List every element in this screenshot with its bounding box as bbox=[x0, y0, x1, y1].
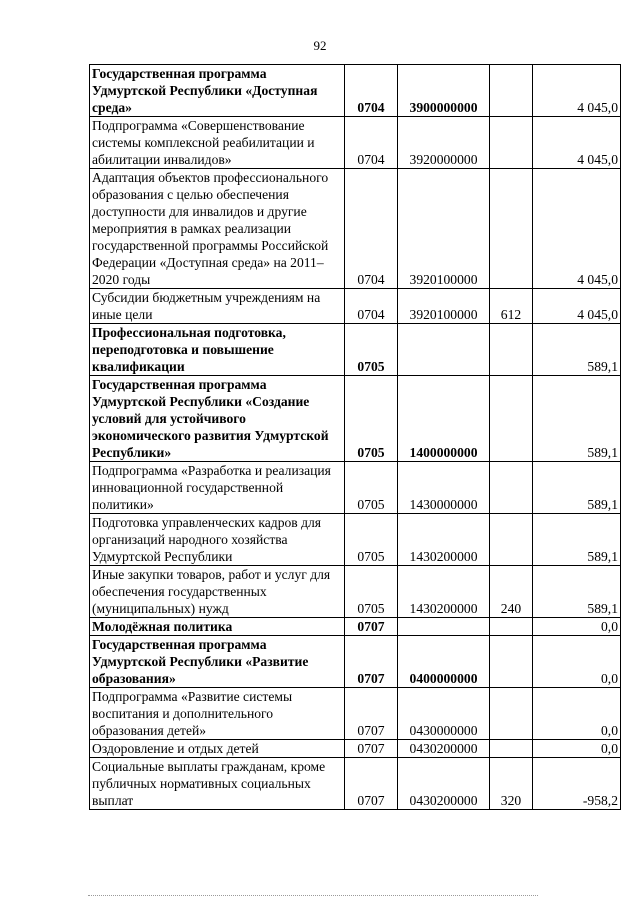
row-section-code-cell: 0705 bbox=[345, 514, 398, 566]
table-row bbox=[90, 618, 621, 636]
row-expense-type-cell bbox=[490, 117, 533, 169]
row-target-article-cell bbox=[398, 618, 490, 636]
row-target-article-cell: 1430200000 bbox=[398, 566, 490, 618]
row-section-code-cell: 0707 bbox=[345, 636, 398, 688]
row-name-cell: Оздоровление и отдых детей bbox=[90, 740, 345, 758]
row-expense-type-cell bbox=[490, 376, 533, 462]
table-row bbox=[90, 566, 621, 618]
row-expense-type-cell: 240 bbox=[490, 566, 533, 618]
row-amount-cell: 0,0 bbox=[533, 636, 621, 688]
table-row bbox=[90, 117, 621, 169]
row-section-code-cell: 0707 bbox=[345, 688, 398, 740]
budget-table bbox=[89, 64, 621, 810]
row-amount-cell: 589,1 bbox=[533, 324, 621, 376]
table-row bbox=[90, 376, 621, 462]
row-amount-cell: 4 045,0 bbox=[533, 169, 621, 289]
row-expense-type-cell bbox=[490, 618, 533, 636]
row-expense-type-cell: 612 bbox=[490, 289, 533, 324]
row-amount-cell: 4 045,0 bbox=[533, 289, 621, 324]
row-target-article-cell: 0400000000 bbox=[398, 636, 490, 688]
row-section-code-cell: 0707 bbox=[345, 618, 398, 636]
scan-artifact-line bbox=[88, 895, 538, 898]
row-target-article-cell: 1430000000 bbox=[398, 462, 490, 514]
row-section-code-cell: 0705 bbox=[345, 566, 398, 618]
row-amount-cell: 589,1 bbox=[533, 462, 621, 514]
row-amount-cell: 0,0 bbox=[533, 688, 621, 740]
row-expense-type-cell bbox=[490, 514, 533, 566]
table-row bbox=[90, 758, 621, 810]
row-amount-cell: 0,0 bbox=[533, 618, 621, 636]
row-target-article-cell: 1430200000 bbox=[398, 514, 490, 566]
row-amount-cell: 589,1 bbox=[533, 514, 621, 566]
row-target-article-cell bbox=[398, 324, 490, 376]
row-amount-cell: 589,1 bbox=[533, 376, 621, 462]
row-name-cell: Адаптация объектов профессионального образования с целью обеспечения доступности для инвалидов и другие мероприятия в рамках реализации государственной программы Российской Федерации «Доступная среда» на 2011– 2020 годы bbox=[90, 169, 345, 289]
row-expense-type-cell bbox=[490, 688, 533, 740]
row-name-cell: Подпрограмма «Разработка и реализация инновационной государственной политики» bbox=[90, 462, 345, 514]
row-name-cell: Молодёжная политика bbox=[90, 618, 345, 636]
row-target-article-cell: 3920000000 bbox=[398, 117, 490, 169]
table-row bbox=[90, 324, 621, 376]
row-expense-type-cell bbox=[490, 169, 533, 289]
row-section-code-cell: 0705 bbox=[345, 462, 398, 514]
row-expense-type-cell bbox=[490, 324, 533, 376]
table-row bbox=[90, 289, 621, 324]
row-name-cell: Субсидии бюджетным учреждениям на иные цели bbox=[90, 289, 345, 324]
row-section-code-cell: 0704 bbox=[345, 117, 398, 169]
table-row bbox=[90, 65, 621, 117]
row-expense-type-cell bbox=[490, 740, 533, 758]
page-number: 92 bbox=[313, 38, 327, 53]
row-target-article-cell: 0430200000 bbox=[398, 740, 490, 758]
row-section-code-cell: 0707 bbox=[345, 740, 398, 758]
row-name-cell: Подготовка управленческих кадров для организаций народного хозяйства Удмуртской Республики bbox=[90, 514, 345, 566]
row-section-code-cell: 0704 bbox=[345, 289, 398, 324]
row-section-code-cell: 0704 bbox=[345, 169, 398, 289]
row-name-cell: Профессиональная подготовка, переподготовка и повышение квалификации bbox=[90, 324, 345, 376]
row-name-cell: Подпрограмма «Совершенствование системы комплексной реабилитации и абилитации инвалидов» bbox=[90, 117, 345, 169]
row-target-article-cell: 1400000000 bbox=[398, 376, 490, 462]
row-amount-cell: 589,1 bbox=[533, 566, 621, 618]
row-name-cell: Иные закупки товаров, работ и услуг для обеспечения государственных (муниципальных) нужд bbox=[90, 566, 345, 618]
table-row bbox=[90, 514, 621, 566]
row-section-code-cell: 0704 bbox=[345, 65, 398, 117]
row-name-cell: Государственная программа Удмуртской Республики «Доступная среда» bbox=[90, 65, 345, 117]
row-amount-cell: -958,2 bbox=[533, 758, 621, 810]
row-name-cell: Государственная программа Удмуртской Республики «Создание условий для устойчивого экономического развития Удмуртской Республики» bbox=[90, 376, 345, 462]
row-expense-type-cell bbox=[490, 65, 533, 117]
table-row bbox=[90, 462, 621, 514]
table-row bbox=[90, 169, 621, 289]
row-expense-type-cell bbox=[490, 462, 533, 514]
row-target-article-cell: 3920100000 bbox=[398, 289, 490, 324]
row-amount-cell: 0,0 bbox=[533, 740, 621, 758]
row-target-article-cell: 0430000000 bbox=[398, 688, 490, 740]
table-row bbox=[90, 740, 621, 758]
row-expense-type-cell bbox=[490, 636, 533, 688]
budget-table-body bbox=[90, 65, 621, 810]
row-target-article-cell: 0430200000 bbox=[398, 758, 490, 810]
table-row bbox=[90, 636, 621, 688]
row-amount-cell: 4 045,0 bbox=[533, 117, 621, 169]
row-section-code-cell: 0705 bbox=[345, 376, 398, 462]
row-target-article-cell: 3920100000 bbox=[398, 169, 490, 289]
row-amount-cell: 4 045,0 bbox=[533, 65, 621, 117]
row-expense-type-cell: 320 bbox=[490, 758, 533, 810]
row-name-cell: Государственная программа Удмуртской Республики «Развитие образования» bbox=[90, 636, 345, 688]
row-section-code-cell: 0707 bbox=[345, 758, 398, 810]
table-row bbox=[90, 688, 621, 740]
row-target-article-cell: 3900000000 bbox=[398, 65, 490, 117]
row-name-cell: Социальные выплаты гражданам, кроме публичных нормативных социальных выплат bbox=[90, 758, 345, 810]
row-name-cell: Подпрограмма «Развитие системы воспитания и дополнительного образования детей» bbox=[90, 688, 345, 740]
row-section-code-cell: 0705 bbox=[345, 324, 398, 376]
